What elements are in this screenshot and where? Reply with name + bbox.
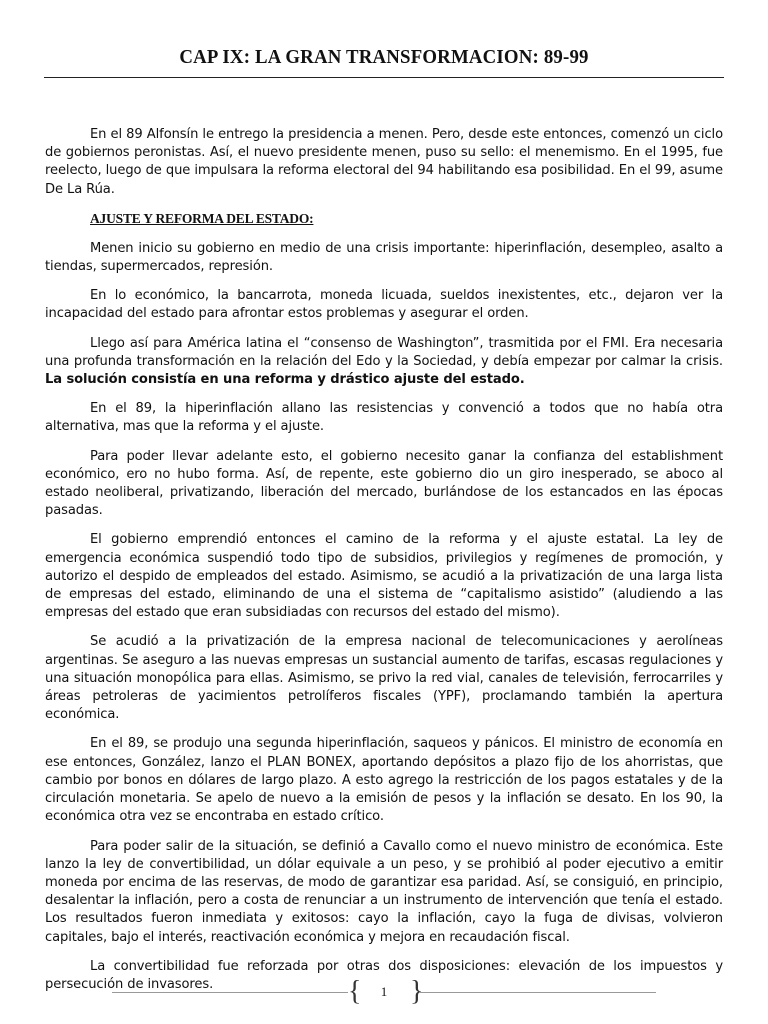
paragraph: En el 89, la hiperinflación allano las resistencias y convenció a todos que no había otra alternativa, mas que la reforma y el ajuste. (45, 401, 723, 435)
paragraph: Para poder salir de la situación, se definió a Cavallo como el nuevo ministro de económica. Este lanzo la ley de convertibilidad, un dólar equivale a un peso, y se prohibió al poder ejecutivo a emitir moneda por encima de las reservas, de modo de garantizar esa paridad. Así, se consiguió, en principio, desalentar la inflación, pero a costa de renunciar a un instrumento de intervención que tenía el estado. Los resultados fueron inmediata y exitosos: cayo la inflación, cayo la fuga de divisas, volvieron capitales, bajo el interés, reactivación económica y mejora en recaudación fiscal. (45, 838, 723, 945)
paragraph: En lo económico, la bancarrota, moneda licuada, sueldos inexistentes, etc., dejaron ver la incapacidad del estado para afrontar estos problemas y asegurar el orden. (45, 288, 723, 322)
paragraph: Menen inicio su gobierno en medio de una crisis importante: hiperinflación, desempleo, asalto a tiendas, supermercados, represión. (45, 240, 723, 275)
paragraph: La convertibilidad fue reforzada por otras dos disposiciones: elevación de los impuestos y persecución de invasores. (45, 958, 723, 992)
right-brace-icon: } (410, 976, 424, 1007)
left-brace-icon: { (348, 976, 362, 1007)
footer-rule-left (112, 992, 348, 993)
paragraph: Para poder llevar adelante esto, el gobierno necesito ganar la confianza del establishment económico, ero no hubo forma. Así, de repente, este gobierno dio un giro inesperado, se aboco al estado neoliberal, privatizando, liberación del mercado, burlándose de los estancados en las épocas pasadas. (45, 448, 723, 519)
paragraph (45, 335, 723, 390)
title-rule (44, 77, 724, 78)
page-title: CAP IX: LA GRAN TRANSFORMACION: 89-99 (179, 46, 589, 68)
paragraph-intro: En el 89 Alfonsín le entrego la presidencia a menen. Pero, desde este entonces, comenzó un ciclo de gobiernos peronistas. Así, el nuevo presidente menen, puso su sello: el menemismo. En el 1995, fue reelecto, luego de que impulsara la reforma electoral del 94 habilitando esa posibilidad. En el 99, asume De La Rúa. (45, 127, 723, 197)
paragraph: En el 89, se produjo una segunda hiperinflación, saqueos y pánicos. El ministro de economía en ese entonces, González, lanzo el PLAN BONEX, aportando depósitos a plazo fijo de los ahorristas, que cambio por bonos en dólares de largo plazo. A esto agrego la restricción de los pagos estatales y de la circulación monetaria. Se apelo de nuevo a la emisión de pesos y la inflación se desato. En los 90, la económica otra vez se encontraba en estado crítico. (45, 736, 723, 825)
paragraph: El gobierno emprendió entonces el camino de la reforma y el ajuste estatal. La ley de emergencia económica suspendió todo tipo de subsidios, privilegios y regímenes de promoción, y autorizo el despido de empleados del estado. Asimismo, se acudió a la privatización de una larga lista de empresas del estado, eliminando de una el sistema de “capitalismo asistido” (aludiendo a las empresas del estado que eran subsidiadas con recursos del estado del mismo). (45, 532, 723, 621)
page-number: 1 (380, 984, 388, 999)
document-body (45, 126, 723, 1005)
paragraph-bold-text: La solución consistía en una reforma y drástico ajuste del estado. (45, 372, 525, 388)
section-heading: AJUSTE Y REFORMA DEL ESTADO: (90, 210, 314, 226)
paragraph-text: Llego así para América latina el “consenso de Washington”, trasmitida por el FMI. Era necesaria una profunda transformación en la relación del Edo y la Sociedad, y debía empezar por calmar la crisis. (45, 335, 723, 369)
paragraph: Se acudió a la privatización de la empresa nacional de telecomunicaciones y aerolíneas argentinas. Se aseguro a las nuevas empresas un sustancial aumento de tarifas, escasas regulaciones y una situación monopólica para ellas. Asimismo, se privo la red vial, canales de televisión, ferrocarriles y áreas petroleras de yacimientos petrolíferos fiscales (YPF), proclamando también la apertura económica. (45, 634, 723, 723)
footer-rule-right (420, 992, 656, 993)
page-footer (0, 976, 768, 1010)
